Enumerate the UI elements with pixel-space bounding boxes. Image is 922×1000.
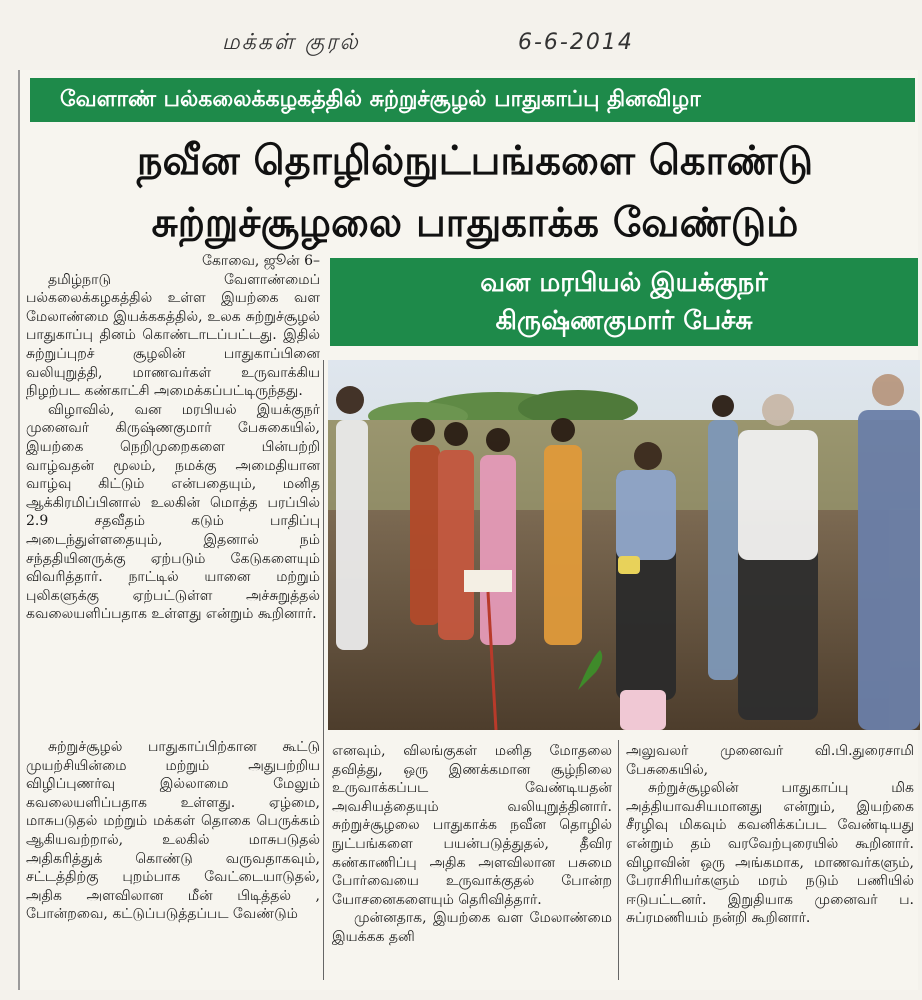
article-column-3 [626, 742, 914, 928]
headline-line1: நவீன தொழில்நுட்பங்களை கொண்டு [136, 138, 814, 184]
article-paragraph: விழாவில், வன மரபியல் இயக்குநர் முனைவர் கிருஷ்ணகுமார் பேசுகையில், இயற்கை நெறிமுறைகளை பின்பற்றி வாழ்வதன் மூலம், நமக்கு அமைதியான வாழ்வு கிட்டும் என்பதையும், மனித ஆக்கிரமிப்பினால் உலகின் மொத்த பரப்பில் 2.9 சதவீதம் கடும் பாதிப்பு அடைந்துள்ளதையும், இதனால் நம் சந்ததியினருக்கு ஏற்படும் கேடுகளையும் விவரித்தார். நாட்டில் யானை மற்றும் புலிகளுக்கு ஏற்பட்டுள்ள அச்சுறுத்தல் கவலையளிப்பதாக உள்ளது என்றும் கூறினார். [26, 401, 320, 623]
handwritten-paper-name: மக்கள் குரல் [222, 30, 360, 55]
subheadline-line1: வன மரபியல் இயக்குநர் [480, 268, 768, 298]
article-paragraph: அலுவலர் முனைவர் வி.பி.துரைசாமி பேசுகையில், [626, 743, 914, 778]
dateline: கோவை, ஜூன் 6– [202, 253, 320, 269]
news-photo-tree-planting [328, 360, 920, 730]
subheadline-box [330, 258, 918, 346]
subheadline-line2: கிருஷ்ணகுமார் பேச்சு [495, 306, 753, 336]
article-column-1-bottom [26, 738, 320, 924]
article-paragraph: சுற்றுச்சூழலின் பாதுகாப்பு மிக அத்தியாவசியமானது என்றும், இயற்கை சீரழிவு மிகவும் கவனிக்கப்பட வேண்டியது என்றும் தம் வரவேற்புரையில் கூறினார். விழாவின் ஒரு அங்கமாக, மாணவர்களும், பேராசிரியர்களும் மரம் நடும் பணியில் ஈடுபட்டனர். இறுதியாக முனைவர் ப. சுப்ரமணியம் நன்றி கூறினார். [626, 780, 914, 927]
newspaper-clipping [18, 70, 918, 990]
article-paragraph: எனவும், விலங்குகள் மனித மோதலை தவித்து, ஒரு இணக்கமான சூழ்நிலை உருவாக்கப்பட வேண்டியதன் அவசியத்தையும் வலியுறுத்தினார். சுற்றுச்சூழலை பாதுகாக்க நவீன தொழில் நுட்பங்களை பயன்படுத்துதல், தீவிர கண்காணிப்பு அதிக அளவிலான பசுமை போர்வையை உருவாக்குதல் போன்ற யோசனைகளையும் தெரிவித்தார். [332, 743, 612, 908]
headline-line2: சுற்றுச்சூழலை பாதுகாக்க வேண்டும் [151, 200, 799, 246]
article-column-1-top [26, 252, 320, 624]
article-paragraph: முன்னதாக, இயற்கை வள மேலாண்மை இயக்கக தனி [332, 910, 612, 945]
column-divider [618, 740, 619, 980]
column-divider [323, 360, 324, 980]
article-paragraph: சுற்றுச்சூழல் பாதுகாப்பிற்கான கூட்டு முயற்சியின்மை மற்றும் அதுபற்றிய விழிப்புணர்வு இல்லாமை மேலும் கவலையளிப்பதாக உள்ளது. ஏழ்மை, மாசுபடுதல் மற்றும் மக்கள் தொகை பெருக்கம் ஆகியவற்றால், உலகில் மாசுபடுதல் அதிகரித்துக் கொண்டு வருவதாகவும், சட்டத்திற்கு புறம்பாக வேட்டையாடுதல், அதிக அளவிலான மீன் பிடித்தல் , போன்றவை, கட்டுப்படுத்தப்பட வேண்டும் [26, 739, 320, 923]
article-column-2 [332, 742, 612, 947]
photo-illustration [328, 360, 920, 730]
top-banner: வேளாண் பல்கலைக்கழகத்தில் சுற்றுச்சூழல் பாதுகாப்பு தினவிழா [30, 78, 915, 122]
handwritten-date: 6-6-2014 [518, 30, 634, 55]
article-paragraph: தமிழ்நாடு வேளாண்மைப் பல்கலைக்கழகத்தில் உள்ள இயற்கை வள மேலாண்மை இயக்ககத்தில், உலக சுற்றுச்சூழல் பாதுகாப்பு தினம் கொண்டாடப்பட்டது. இதில் சுற்றுப்புறச் சூழலின் பாதுகாப்பினை வலியுறுத்தி, மாணவர்கள் உருவாக்கிய நிழற்பட கண்காட்சி அமைக்கப்பட்டிருந்தது. [26, 271, 320, 400]
